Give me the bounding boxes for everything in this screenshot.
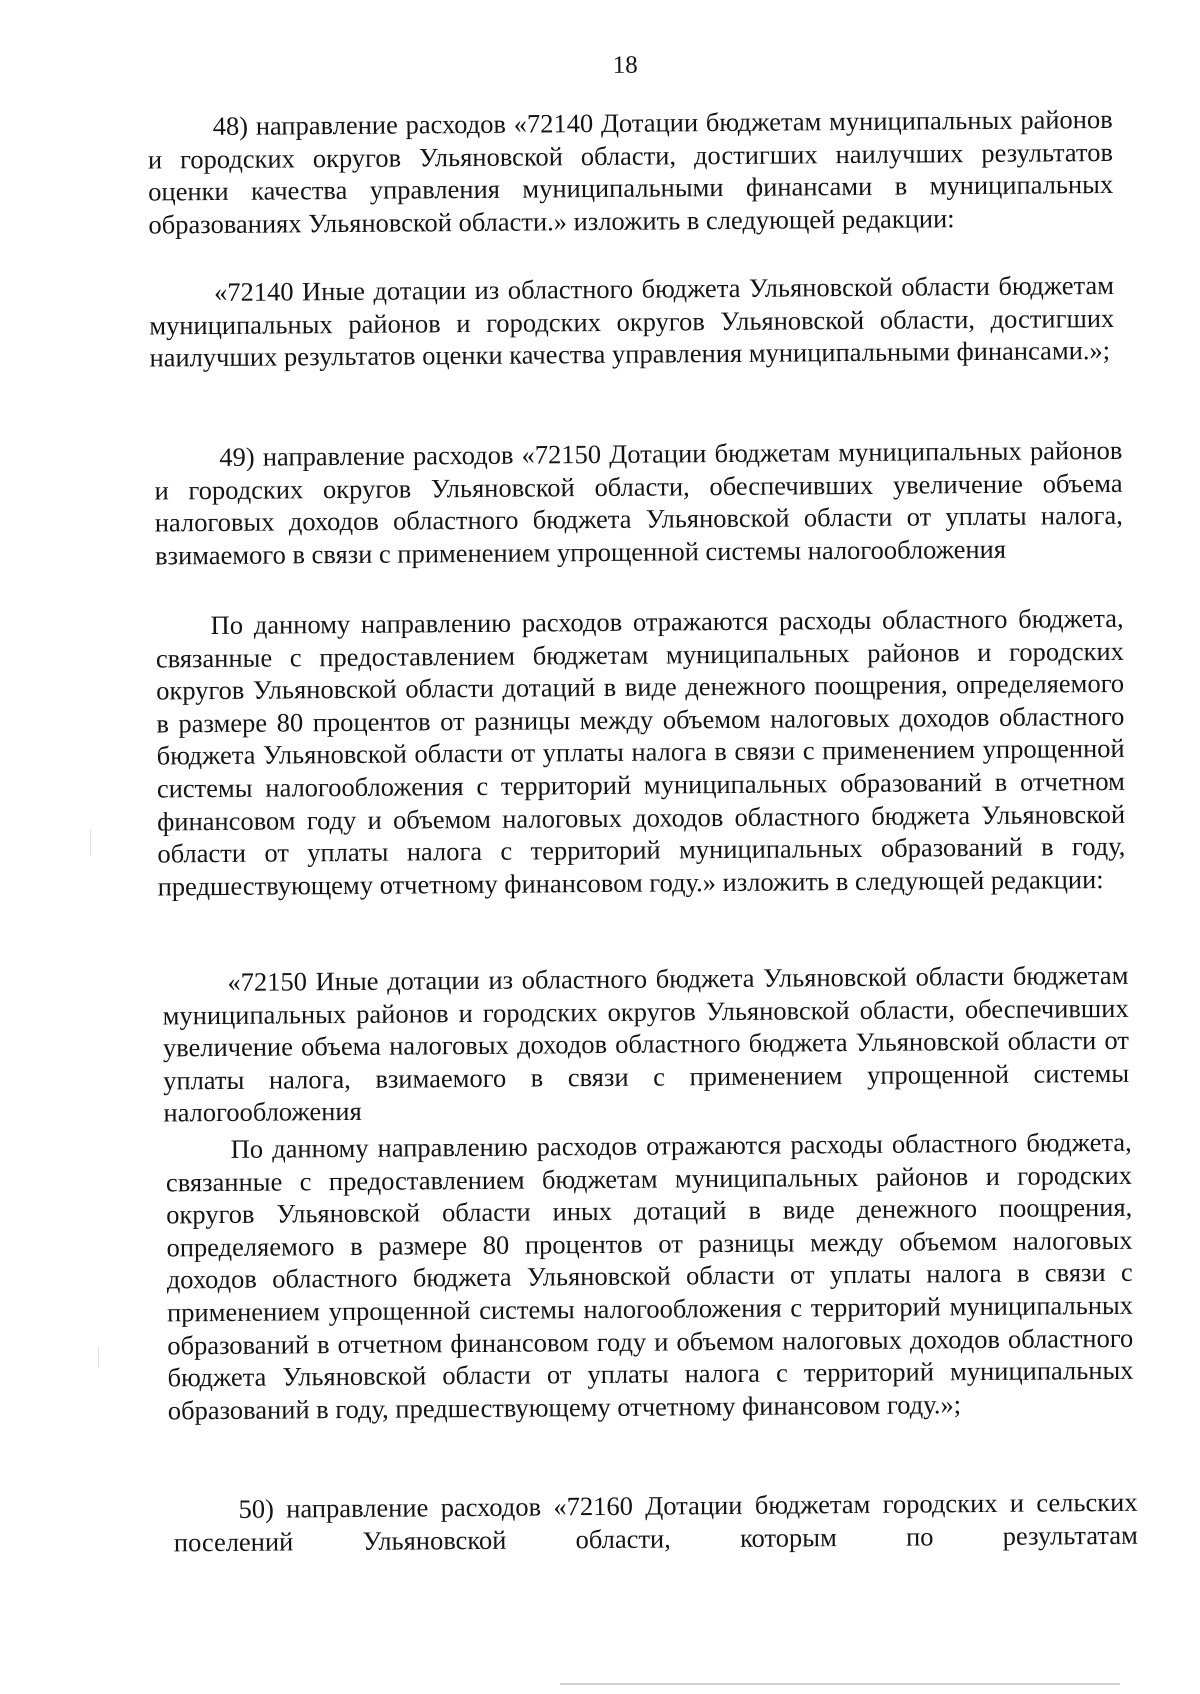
scan-artifact xyxy=(98,1346,99,1368)
paragraph-item-49-description: По данному направлению расходов отражаются расходы областного бюджета, связанные с предоставлением бюджетам муниципальных районов и городских округов Ульяновской области дотаций в виде денежного поощрения, определяемого в размере 80 процентов от разницы между объемом налоговых доходов областного бюджета Ульяновской области от уплаты налога в связи с применением упрощенной системы налогообложения с территорий муниципальных образований в отчетном финансовом году и объемом налоговых доходов областного бюджета Ульяновской области от уплаты налога с территорий муниципальных образований в году, предшествующему отчетному финансовом году.» изложить в следующей редакции: xyxy=(155,602,1126,902)
page-bottom-edge xyxy=(560,1683,1120,1685)
page-number: 18 xyxy=(612,51,638,79)
paragraph-item-49-new-wording: «72150 Иные дотации из областного бюджета Ульяновской области бюджетам муниципальных районов и городских округов Ульяновской области, обеспечивших увеличение объема налоговых доходов областного бюджета Ульяновской области от уплаты налога, взимаемого в связи с применением упрощенной системы налогообложения xyxy=(162,959,1130,1128)
paragraph-item-48: 48) направление расходов «72140 Дотации бюджетам муниципальных районов и городских округов Ульяновской области, достигших наилучших результатов оценки качества управления муниципальными финансами в муниципальных образованиях Ульяновской области.» изложить в следующей редакции: xyxy=(147,103,1114,240)
scan-artifact xyxy=(90,830,91,856)
paragraph-item-49-new-description: По данному направлению расходов отражаются расходы областного бюджета, связанные с предоставлением бюджетам муниципальных районов и городских округов Ульяновской области иных дотаций в виде денежного поощрения, определяемого в размере 80 процентов от разницы между объемом налоговых доходов областного бюджета Ульяновской области от уплаты налога в связи с применением упрощенной системы налогообложения с территорий муниципальных образований в отчетном финансовом году и объемом налоговых доходов областного бюджета Ульяновской области от уплаты налога с территорий муниципальных образований в году, предшествующему отчетному финансовом году.»; xyxy=(165,1126,1134,1426)
paragraph-item-50: 50) направление расходов «72160 Дотации бюджетам городских и сельских поселений Ульяновской области, которым по результатам xyxy=(173,1486,1138,1557)
paragraph-item-49: 49) направление расходов «72150 Дотации бюджетам муниципальных районов и городских округов Ульяновской области, обеспечивших увеличение объема налоговых доходов областного бюджета Ульяновской области от уплаты налога, взимаемого в связи с применением упрощенной системы налогообложения xyxy=(154,434,1123,571)
paragraph-item-48-new-wording: «72140 Иные дотации из областного бюджета Ульяновской области бюджетам муниципальных районов и городских округов Ульяновской области, достигших наилучших результатов оценки качества управления муниципальными финансами.»; xyxy=(149,269,1115,373)
